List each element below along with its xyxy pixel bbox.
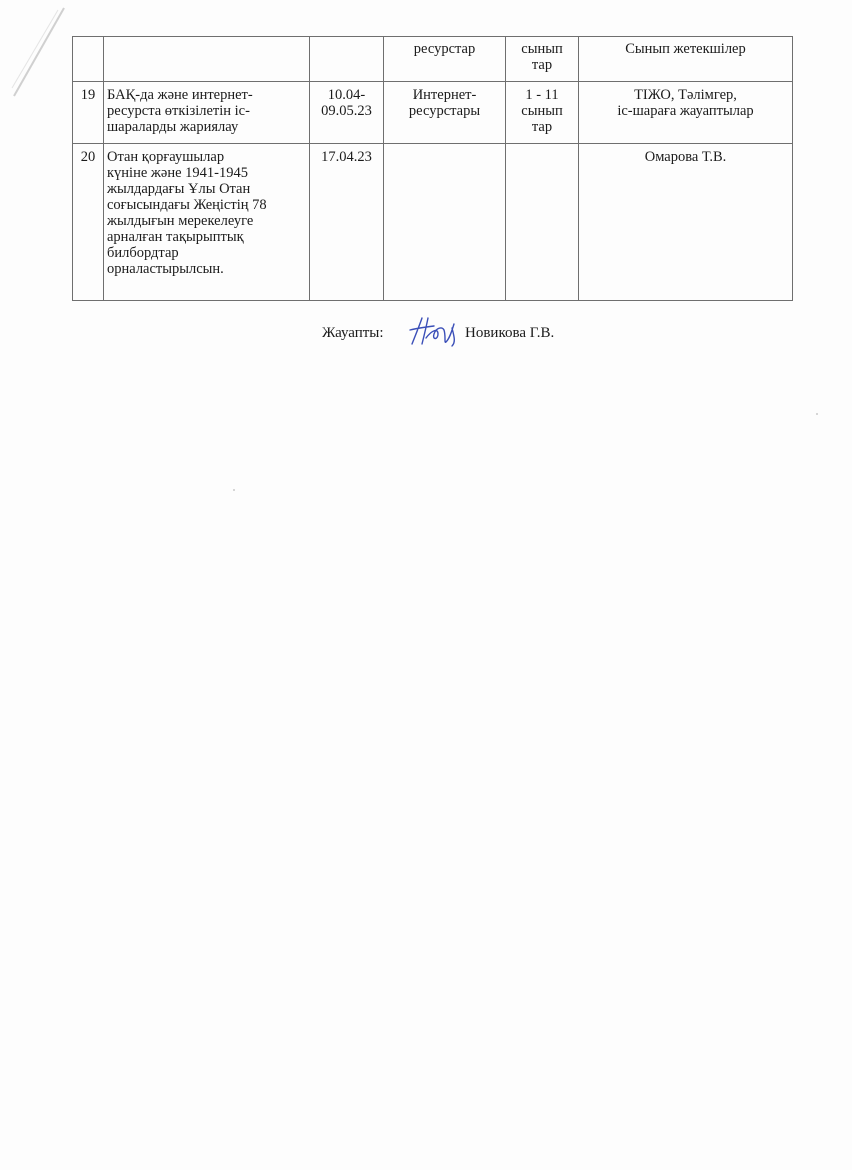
table-row	[73, 82, 793, 144]
row-number: 20	[73, 144, 104, 301]
date-cell: 17.04.23	[310, 144, 384, 301]
responsible-cell: ТІЖО, Тәлімгер, іс-шараға жауаптылар	[579, 82, 793, 144]
responsible-label: Жауапты:	[322, 325, 384, 341]
place-cell: Интернет- ресурстары	[384, 82, 506, 144]
responsible-cell: Омарова Т.В.	[579, 144, 793, 301]
responsible-cell: Сынып жетекшілер	[579, 37, 793, 82]
row-number	[73, 37, 104, 82]
event-cell: БАҚ-да және интернет- ресурста өткізілетін іс- шараларды жариялау	[104, 82, 310, 144]
event-cell	[104, 37, 310, 82]
table-row	[73, 144, 793, 301]
table-row	[73, 37, 793, 82]
participants-cell: 1 - 11 сынып тар	[506, 82, 579, 144]
scan-edge-mark	[8, 4, 68, 104]
scan-speck	[233, 489, 235, 491]
event-cell: Отан қорғаушылар күніне және 1941-1945 жылдардағы Ұлы Отан соғысындағы Жеңістің 78 жылдығын мерекелеуге арналған тақырыптық билбордтар орналастырылсын.	[104, 144, 310, 301]
event-plan-table	[72, 36, 793, 301]
place-cell: ресурстар	[384, 37, 506, 82]
place-cell	[384, 144, 506, 301]
handwritten-signature	[404, 314, 460, 348]
date-cell: 10.04- 09.05.23	[310, 82, 384, 144]
row-number: 19	[73, 82, 104, 144]
responsible-name: Новикова Г.В.	[465, 325, 555, 341]
participants-cell	[506, 144, 579, 301]
participants-cell: сынып тар	[506, 37, 579, 82]
date-cell	[310, 37, 384, 82]
scan-speck	[816, 413, 818, 415]
